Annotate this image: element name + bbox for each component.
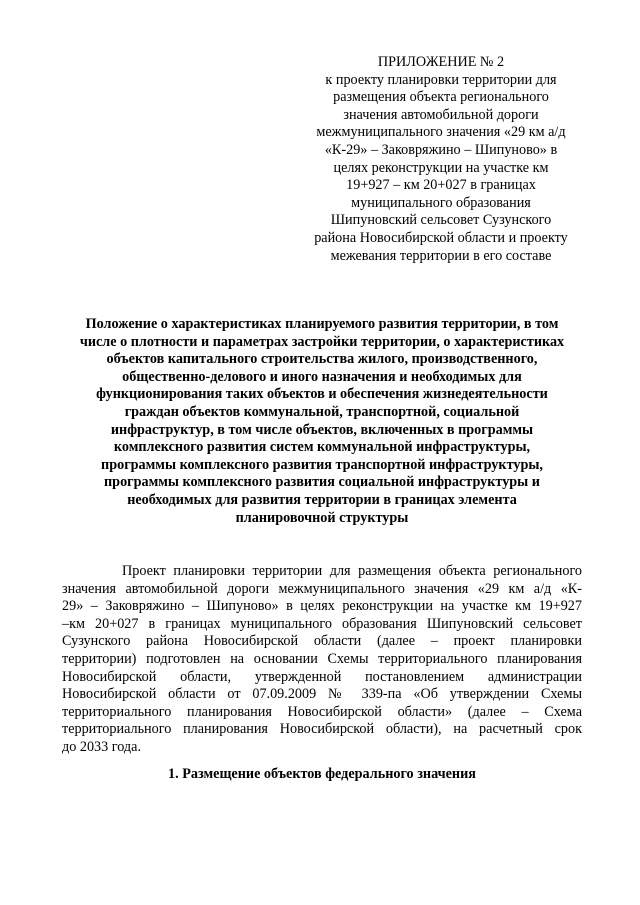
heading-line: необходимых для развития территории в границах элемента [127,491,517,508]
heading-line: Положение о характеристиках планируемого развития территории, в том [85,316,559,332]
body-paragraph [62,563,582,757]
section-heading: 1. Размещение объектов федерального значения [168,766,476,782]
heading-line: граждан объектов коммунальной, транспортной, социальной [124,403,520,420]
heading-line: числе о плотности и параметрах застройки территории, о характеристиках [79,333,565,350]
appendix-line: муниципального образования [351,194,531,211]
heading-line: комплексного развития систем коммунальной инфраструктуры, [113,439,531,456]
heading-line: общественно-делового и иного назначения и необходимых для [122,368,522,385]
appendix-line: размещения объекта регионального [333,89,549,106]
paragraph-line: 29» – Заковряжино – Шипуново» в целях реконструкции на участке км 19+927 [62,598,582,615]
paragraph-line: Новосибирской области от 07.09.2009 № 339-па «Об утверждении Схемы [62,686,582,703]
appendix-line: межевания территории в его составе [330,247,552,264]
paragraph-line: –км 20+027 в границах муниципального образования Шипуновский сельсовет [62,615,582,632]
heading-line: объектов капитального строительства жилого, производственного, [106,351,538,368]
appendix-line: значения автомобильной дороги [343,106,539,123]
appendix-line: Шипуновский сельсовет Сузунского [330,212,552,229]
appendix-title: ПРИЛОЖЕНИЕ № 2 [377,54,505,70]
paragraph-line: до 2033 года. [62,738,141,755]
document-heading [62,316,582,527]
paragraph-line: Проект планировки территории для размещения объекта регионального [122,563,582,579]
appendix-block [302,54,580,265]
heading-line: программы комплексного развития транспортной инфраструктуры, [101,456,543,473]
heading-line: функционирования таких объектов и обеспечения жизнедеятельности [96,386,548,403]
appendix-line: целях реконструкции на участке км [333,159,549,176]
appendix-line: 19+927 – км 20+027 в границах [346,177,536,194]
paragraph-line: Новосибирской области, утвержденной постановлением администрации [62,668,582,685]
appendix-line: района Новосибирской области и проекту [314,229,568,246]
heading-line: планировочной структуры [235,509,409,526]
paragraph-line: Сузунского района Новосибирской области (далее – проект планировки [62,633,582,650]
paragraph-line: территории) подготовлен на основании Схемы территориального планирования [62,650,582,667]
appendix-line: «К-29» – Заковряжино – Шипуново» в [324,141,558,158]
paragraph-line: значения автомобильной дороги межмуниципального значения «29 км а/д «К- [62,580,582,597]
appendix-line: к проекту планировки территории для [325,71,557,88]
paragraph-line: территориального планирования Новосибирской области), на расчетный срок [62,721,582,738]
heading-line: инфраструктур, в том числе объектов, включенных в программы [110,421,534,438]
paragraph-line: территориального планирования Новосибирской области» (далее – Схема [62,703,582,720]
heading-line: программы комплексного развития социальной инфраструктуры и [104,474,540,491]
appendix-line: межмуниципального значения «29 км а/д [316,124,566,141]
